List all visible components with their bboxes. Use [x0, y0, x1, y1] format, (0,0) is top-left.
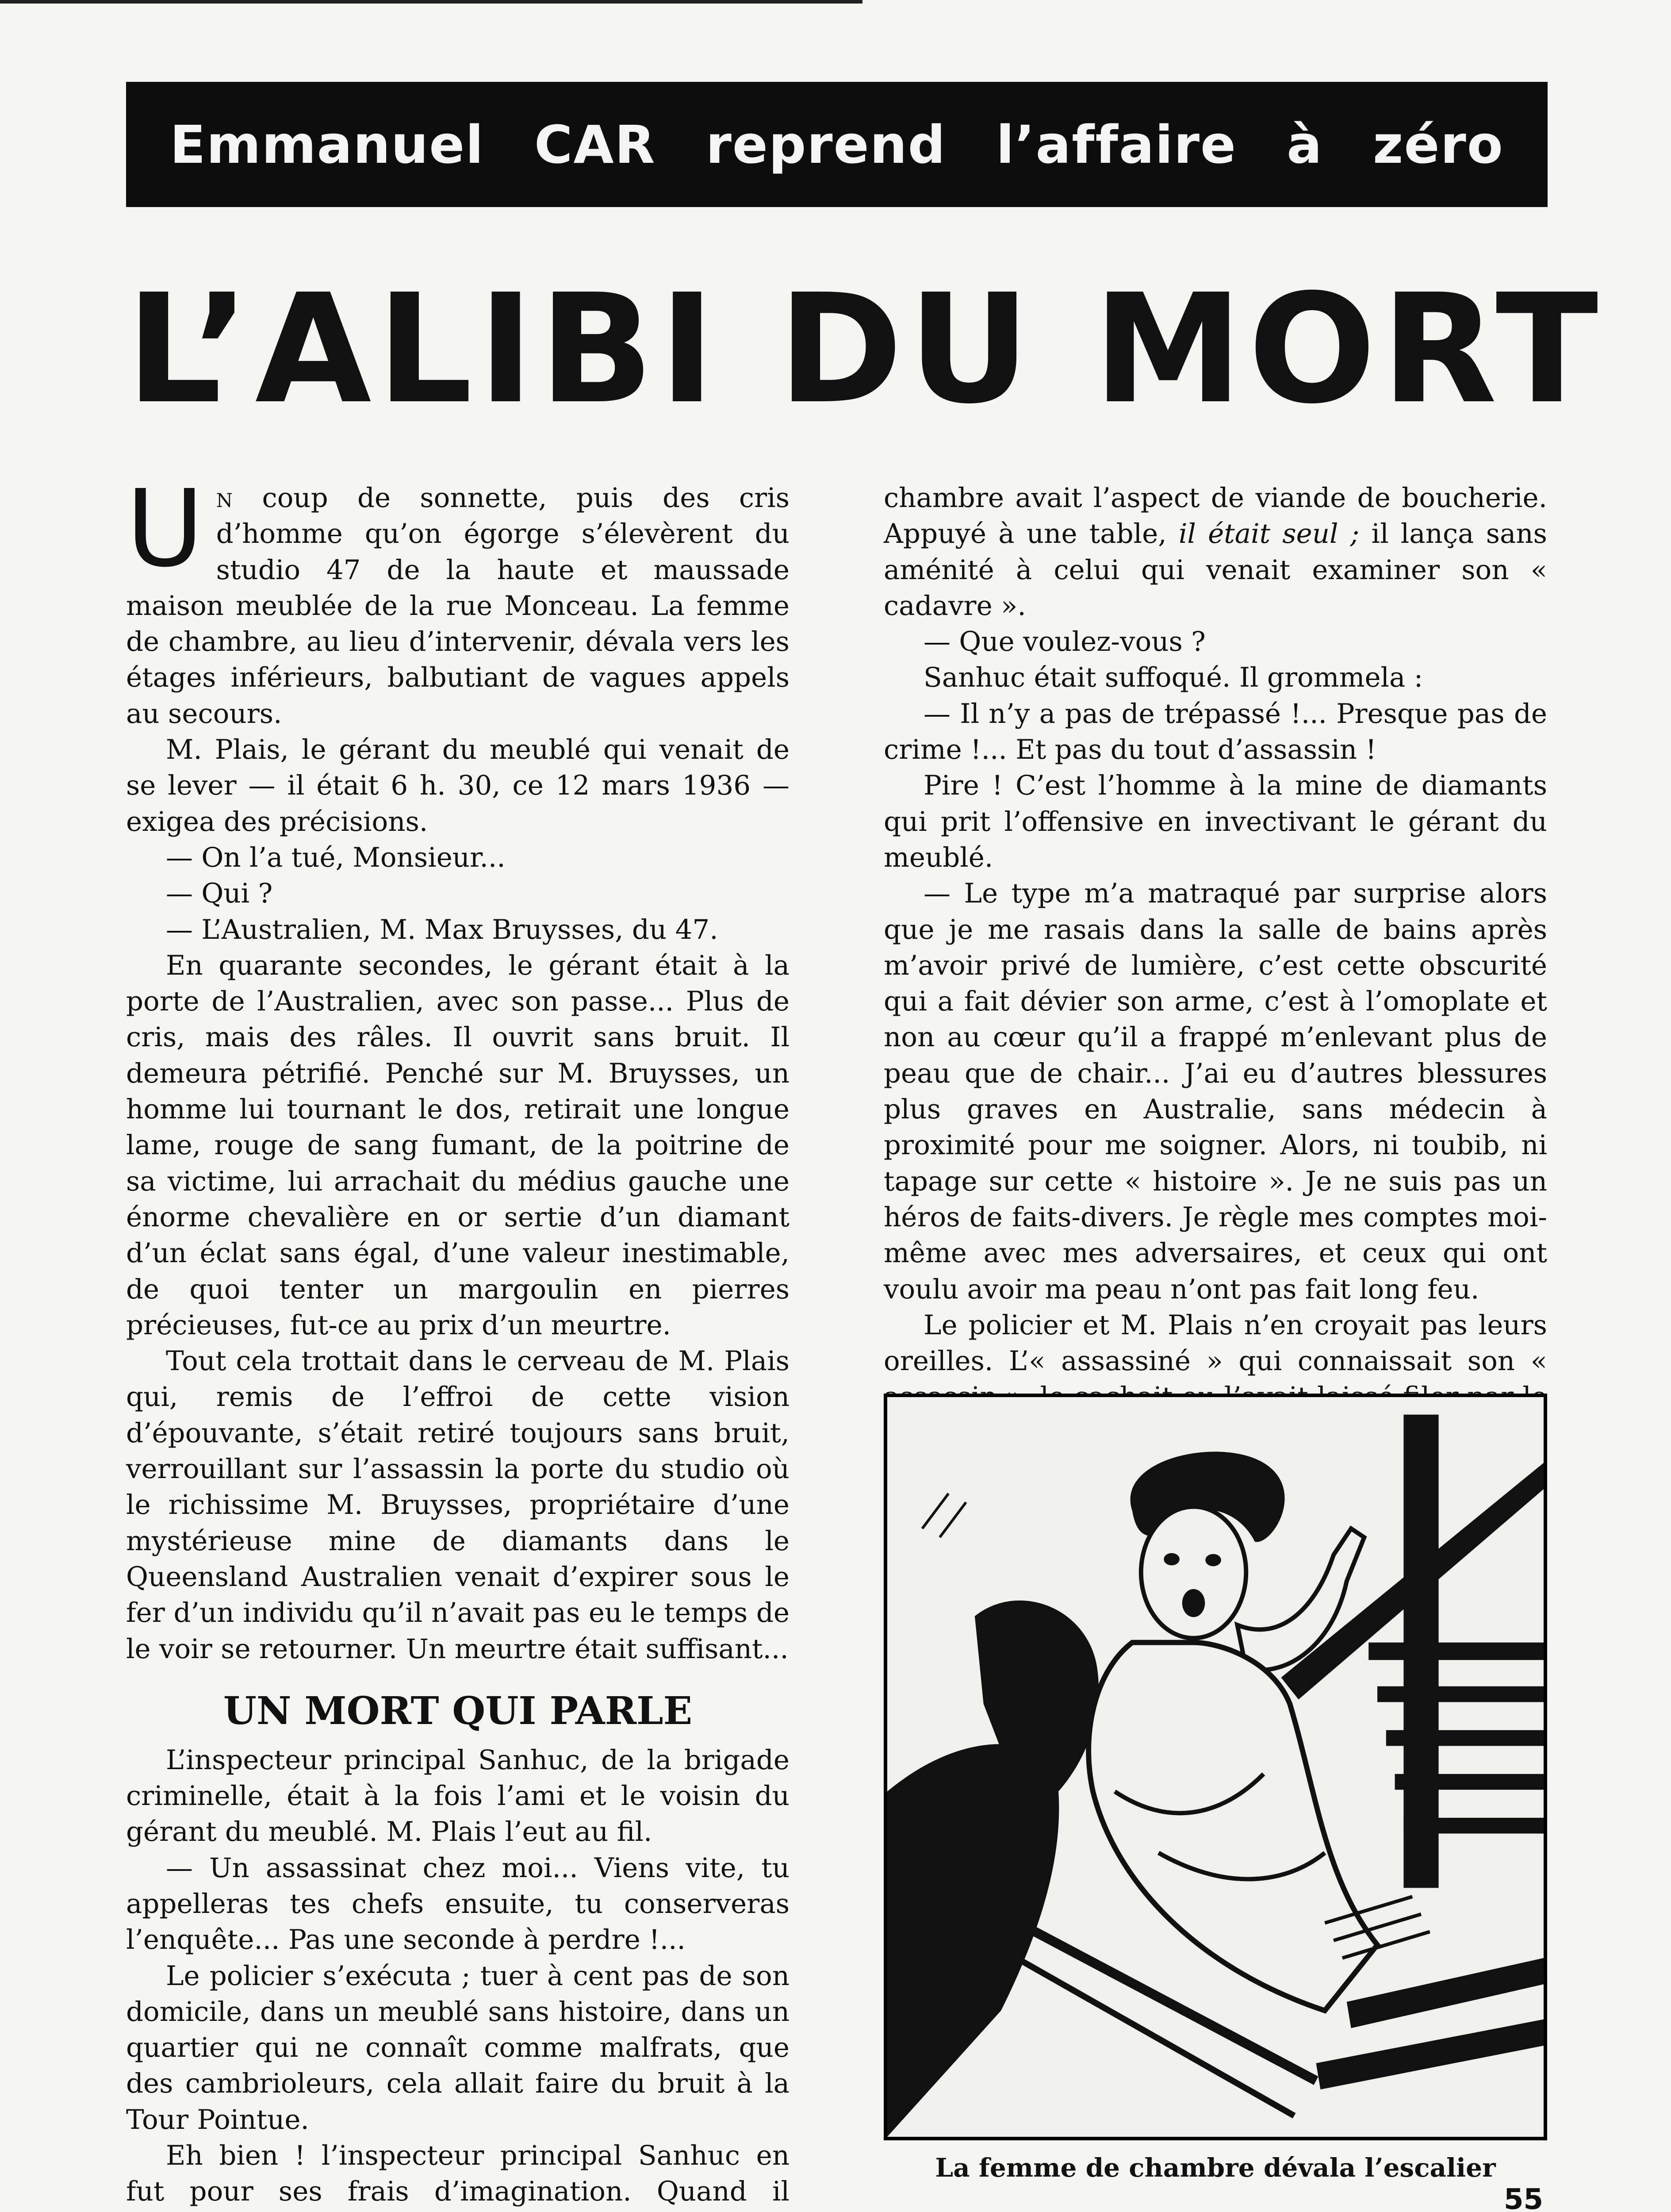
dialogue-line: — Un assassinat chez moi... Viens vite, tu appelleras tes chefs ensuite, tu conserveras l’enquête... Pas une seconde à perdre !... — [126, 1852, 790, 1956]
page-number: 55 — [1504, 2183, 1544, 2212]
paragraph: Eh bien ! l’inspecteur principal Sanhuc en fut pour ses frais d’imagination. Quand il — [126, 2140, 790, 2208]
dialogue-line: — L’Australien, M. Max Bruysses, du 47. — [166, 914, 718, 945]
dialogue-line: — On l’a tué, Monsieur... — [166, 841, 506, 873]
paragraph: L’inspecteur principal Sanhuc, de la brigade criminelle, était à la fois l’ami et le voisin du gérant du meublé. M. Plais l’eut au fil. — [126, 1744, 790, 1848]
dialogue-line: — Il n’y a pas de trépassé !... Presque pas de crime !... Et pas du tout d’assassin ! — [884, 698, 1547, 766]
paragraph: Le policier s’exécuta ; tuer à cent pas de son domicile, dans un meublé sans histoire, dans un quartier qui ne connaît comme malfrats, que des cambrioleurs, cela allait faire du bruit à la Tour Pointue. — [126, 1960, 790, 2135]
ink-drawing — [887, 1397, 1544, 2137]
lead-caps: n — [216, 482, 233, 514]
paragraph: Le policier et M. Plais n’en croyait pas leurs oreilles. L’« assassiné » qui connaissait son « — [884, 1309, 1547, 1377]
paragraph: En quarante secondes, le gérant était à la porte de l’Australien, avec son passe... Plus de cris, mais des râles. Il ouvrit sans bruit. Il demeura pétrifié. Penché sur M. Bruysses, un homme lui tournant le dos, retirait une longue lame, rouge de sang fumant, de la poitrine de sa victime, lui arrachait du médius gauche une énorme chevalière en or sertie d’un diamant d’un éclat sans égal, d’une valeur inestimable, de quoi tenter un margoulin en pierres précieuses, fut-ce au prix d’un meurtre. — [126, 949, 790, 1341]
top-rule — [0, 0, 862, 4]
drop-cap: U — [126, 467, 204, 591]
left-column — [126, 467, 790, 2212]
dialogue-line: — Qui ? — [166, 878, 273, 910]
author-banner: Emmanuel CAR reprend l’affaire à zéro — [126, 82, 1548, 207]
section-heading: UN MORT QUI PARLE — [223, 1688, 693, 1733]
article-title: L’ALIBI DU MORT — [126, 262, 1604, 437]
dialogue-line: — Le type m’a matraqué par surprise alors que je me rasais dans la salle de bains après m’avoir privé de lumière, c’est cette obscurité qui a fait dévier son arme, c’est à l’omoplate et non au cœur qu’il a frappé m’enlevant plus de peau que de chair... J’ai eu d’autres blessures plus graves en Australie, sans médecin à proximité pour me soigner. Alors, ni toubib, ni tapage sur cette « histoire ». Je ne suis pas un héros de faits-divers. Je règle mes comptes moi-même avec mes adversaires, et ceux qui ont voulu avoir ma peau n’ont pas fait long feu. — [884, 878, 1547, 1305]
paragraph: Pire ! C’est l’homme à la mine de diamants qui prit l’offensive en invectivant le gérant du meublé. — [884, 770, 1547, 873]
illustration-maid-on-stairs — [884, 1394, 1547, 2140]
paragraph: Tout cela trottait dans le cerveau de M. Plais qui, remis de l’effroi de cette vision d’épouvante, s’était retiré toujours sans bruit, verrouillant sur l’assassin la porte du studio où le richissime M. Bruysses, propriétaire d’une mystérieuse mine de diamants dans le Queensland Australien venait d’expirer sous le fer d’un individu qu’il n’avait pas eu le temps de le voir se retourner. Un meurtre était suffisant... — [126, 1345, 790, 1665]
opening-paragraph — [126, 467, 790, 732]
text-run: il lança sans aménité à celui qui venait examiner son « cadavre ». — [884, 518, 1547, 622]
opening-text: coup de sonnette, puis des cris d’homme qu’on égorge s’élevèrent du studio 47 de la haute et maussade maison meublée de la rue Monceau. La femme de chambre, au lieu d’intervenir, dévala vers les étages inférieurs, balbutiant de vagues appels au secours. — [126, 482, 790, 730]
dialogue-line: — Que voulez-vous ? — [924, 626, 1206, 658]
paragraph: Sanhuc était suffoqué. Il grommela : — [924, 662, 1423, 694]
right-column — [884, 480, 1547, 1523]
italic-run: il était seul ; — [1178, 518, 1360, 550]
text-run: chambre avait l’aspect de viande de boucherie. Appuyé à une table, — [884, 482, 1547, 550]
paragraph — [884, 480, 1547, 624]
illustration-caption: La femme de chambre dévala l’escalier — [935, 2153, 1496, 2183]
paragraph: M. Plais, le gérant du meublé qui venait de se lever — il était 6 h. 30, ce 12 mars 1936 — exigea des précisions. — [126, 734, 790, 837]
